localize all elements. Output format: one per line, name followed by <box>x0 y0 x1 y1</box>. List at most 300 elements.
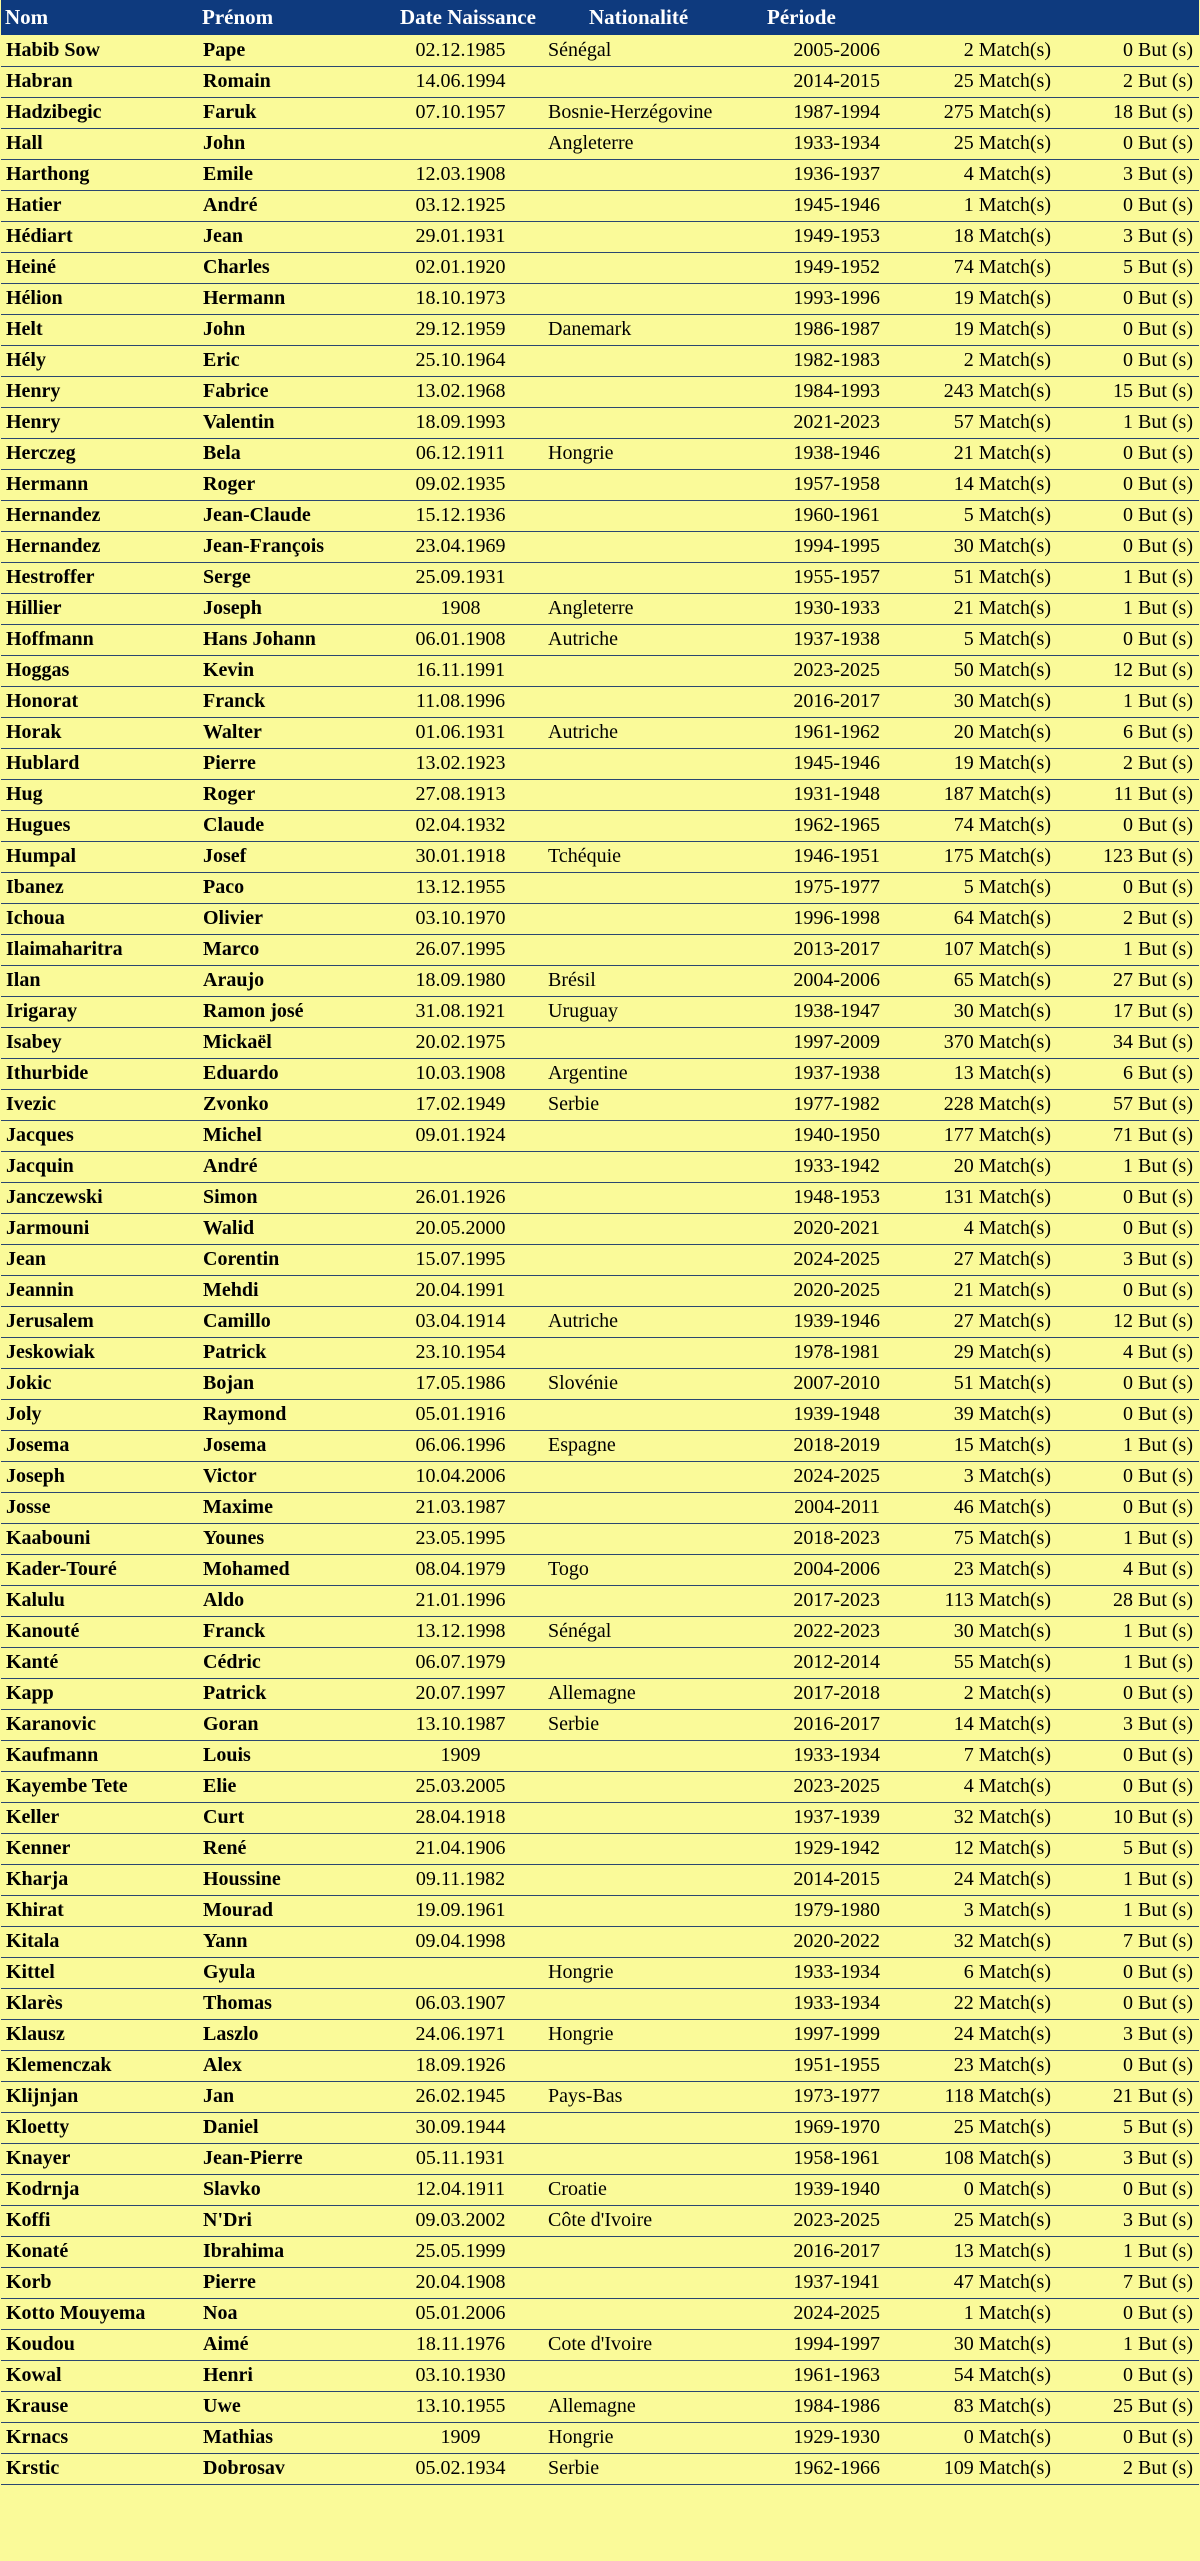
cell-prenom: Raymond <box>198 1399 378 1430</box>
cell-buts: 0 But (s) <box>1059 1957 1199 1988</box>
cell-prenom: Joseph <box>198 593 378 624</box>
cell-prenom: Henri <box>198 2360 378 2391</box>
table-row <box>1 66 1199 97</box>
cell-buts: 0 But (s) <box>1059 1461 1199 1492</box>
cell-matchs: 75 Match(s) <box>908 1523 1059 1554</box>
cell-date-naissance: 06.06.1996 <box>378 1430 543 1461</box>
cell-nationalite: Allemagne <box>543 1678 755 1709</box>
cell-date-naissance: 20.02.1975 <box>378 1027 543 1058</box>
cell-nom: Krnacs <box>1 2422 198 2453</box>
cell-date-naissance: 07.10.1957 <box>378 97 543 128</box>
cell-prenom: Camillo <box>198 1306 378 1337</box>
cell-nom: Honorat <box>1 686 198 717</box>
cell-buts: 0 But (s) <box>1059 872 1199 903</box>
table-row <box>1 1430 1199 1461</box>
cell-prenom: Goran <box>198 1709 378 1740</box>
cell-matchs: 21 Match(s) <box>908 438 1059 469</box>
cell-nom: Hadzibegic <box>1 97 198 128</box>
cell-periode: 2023-2025 <box>755 1771 908 1802</box>
cell-matchs: 18 Match(s) <box>908 221 1059 252</box>
column-header-date-naissance[interactable]: Date Naissance <box>378 0 543 35</box>
cell-prenom: Daniel <box>198 2112 378 2143</box>
cell-nom: Hall <box>1 128 198 159</box>
cell-matchs: 5 Match(s) <box>908 500 1059 531</box>
cell-nationalite <box>543 2298 755 2329</box>
cell-nom: Kanté <box>1 1647 198 1678</box>
cell-matchs: 46 Match(s) <box>908 1492 1059 1523</box>
cell-date-naissance: 12.03.1908 <box>378 159 543 190</box>
cell-date-naissance: 17.02.1949 <box>378 1089 543 1120</box>
cell-matchs: 65 Match(s) <box>908 965 1059 996</box>
cell-periode: 1938-1946 <box>755 438 908 469</box>
cell-nationalite: Pays-Bas <box>543 2081 755 2112</box>
cell-periode: 1937-1941 <box>755 2267 908 2298</box>
cell-periode: 1937-1939 <box>755 1802 908 1833</box>
cell-matchs: 50 Match(s) <box>908 655 1059 686</box>
cell-nationalite: Angleterre <box>543 593 755 624</box>
cell-nationalite: Argentine <box>543 1058 755 1089</box>
table-row <box>1 500 1199 531</box>
table-row <box>1 314 1199 345</box>
cell-nationalite <box>543 66 755 97</box>
cell-nom: Kayembe Tete <box>1 1771 198 1802</box>
cell-matchs: 27 Match(s) <box>908 1244 1059 1275</box>
cell-nom: Hernandez <box>1 500 198 531</box>
cell-buts: 0 But (s) <box>1059 128 1199 159</box>
cell-periode: 1994-1997 <box>755 2329 908 2360</box>
cell-nom: Kapp <box>1 1678 198 1709</box>
cell-buts: 27 But (s) <box>1059 965 1199 996</box>
cell-prenom: Zvonko <box>198 1089 378 1120</box>
cell-prenom: Gyula <box>198 1957 378 1988</box>
table-row <box>1 1864 1199 1895</box>
cell-matchs: 15 Match(s) <box>908 1430 1059 1461</box>
cell-matchs: 19 Match(s) <box>908 314 1059 345</box>
table-row <box>1 996 1199 1027</box>
cell-buts: 0 But (s) <box>1059 531 1199 562</box>
cell-prenom: Jean-Claude <box>198 500 378 531</box>
cell-nationalite <box>543 1399 755 1430</box>
cell-prenom: Michel <box>198 1120 378 1151</box>
cell-buts: 0 But (s) <box>1059 1182 1199 1213</box>
cell-matchs: 25 Match(s) <box>908 2205 1059 2236</box>
cell-nom: Henry <box>1 407 198 438</box>
cell-periode: 2024-2025 <box>755 2298 908 2329</box>
cell-date-naissance: 28.04.1918 <box>378 1802 543 1833</box>
cell-periode: 1933-1934 <box>755 128 908 159</box>
cell-periode: 1933-1934 <box>755 1957 908 1988</box>
cell-prenom: Serge <box>198 562 378 593</box>
cell-periode: 2016-2017 <box>755 1709 908 1740</box>
cell-buts: 1 But (s) <box>1059 593 1199 624</box>
cell-nom: Hermann <box>1 469 198 500</box>
cell-periode: 1949-1952 <box>755 252 908 283</box>
cell-date-naissance: 13.02.1923 <box>378 748 543 779</box>
cell-nom: Hoffmann <box>1 624 198 655</box>
cell-matchs: 54 Match(s) <box>908 2360 1059 2391</box>
cell-periode: 1939-1948 <box>755 1399 908 1430</box>
cell-date-naissance: 11.08.1996 <box>378 686 543 717</box>
table-row <box>1 1058 1199 1089</box>
cell-date-naissance: 02.01.1920 <box>378 252 543 283</box>
cell-buts: 34 But (s) <box>1059 1027 1199 1058</box>
cell-prenom: Walid <box>198 1213 378 1244</box>
cell-nationalite <box>543 810 755 841</box>
cell-buts: 0 But (s) <box>1059 1678 1199 1709</box>
cell-periode: 2021-2023 <box>755 407 908 438</box>
cell-nom: Ichoua <box>1 903 198 934</box>
cell-buts: 3 But (s) <box>1059 1709 1199 1740</box>
cell-nationalite <box>543 1833 755 1864</box>
cell-nom: Jarmouni <box>1 1213 198 1244</box>
table-row <box>1 2019 1199 2050</box>
cell-buts: 1 But (s) <box>1059 407 1199 438</box>
cell-date-naissance: 17.05.1986 <box>378 1368 543 1399</box>
cell-buts: 1 But (s) <box>1059 2329 1199 2360</box>
cell-nationalite: Hongrie <box>543 2422 755 2453</box>
cell-nationalite <box>543 562 755 593</box>
cell-periode: 1979-1980 <box>755 1895 908 1926</box>
cell-nom: Hug <box>1 779 198 810</box>
cell-matchs: 23 Match(s) <box>908 1554 1059 1585</box>
cell-prenom: Alex <box>198 2050 378 2081</box>
cell-nationalite <box>543 2143 755 2174</box>
cell-periode: 1996-1998 <box>755 903 908 934</box>
table-row <box>1 1709 1199 1740</box>
cell-buts: 7 But (s) <box>1059 2267 1199 2298</box>
cell-date-naissance: 24.06.1971 <box>378 2019 543 2050</box>
cell-date-naissance: 1908 <box>378 593 543 624</box>
table-row <box>1 1337 1199 1368</box>
cell-nom: Joly <box>1 1399 198 1430</box>
table-row <box>1 190 1199 221</box>
cell-nom: Hély <box>1 345 198 376</box>
cell-prenom: Dobrosav <box>198 2453 378 2484</box>
cell-prenom: Roger <box>198 469 378 500</box>
table-row <box>1 1802 1199 1833</box>
cell-periode: 1957-1958 <box>755 469 908 500</box>
table-row <box>1 1213 1199 1244</box>
cell-periode: 1987-1994 <box>755 97 908 128</box>
cell-buts: 10 But (s) <box>1059 1802 1199 1833</box>
cell-date-naissance: 06.07.1979 <box>378 1647 543 1678</box>
cell-buts: 3 But (s) <box>1059 1244 1199 1275</box>
cell-date-naissance: 1909 <box>378 2422 543 2453</box>
cell-buts: 2 But (s) <box>1059 2453 1199 2484</box>
cell-matchs: 1 Match(s) <box>908 190 1059 221</box>
table-row <box>1 2174 1199 2205</box>
cell-prenom: Josef <box>198 841 378 872</box>
cell-nationalite <box>543 190 755 221</box>
cell-prenom: Victor <box>198 1461 378 1492</box>
table-row <box>1 562 1199 593</box>
cell-periode: 1948-1953 <box>755 1182 908 1213</box>
cell-nationalite: Serbie <box>543 1089 755 1120</box>
cell-periode: 1937-1938 <box>755 624 908 655</box>
cell-nom: Hélion <box>1 283 198 314</box>
cell-prenom: Laszlo <box>198 2019 378 2050</box>
cell-periode: 2013-2017 <box>755 934 908 965</box>
cell-periode: 1962-1965 <box>755 810 908 841</box>
column-header-matchs <box>908 0 1059 35</box>
cell-nom: Ilaimaharitra <box>1 934 198 965</box>
cell-date-naissance: 03.12.1925 <box>378 190 543 221</box>
cell-date-naissance <box>378 1957 543 1988</box>
cell-matchs: 30 Match(s) <box>908 1616 1059 1647</box>
cell-nom: Ibanez <box>1 872 198 903</box>
cell-nom: Ithurbide <box>1 1058 198 1089</box>
cell-nom: Hoggas <box>1 655 198 686</box>
table-row <box>1 376 1199 407</box>
cell-periode: 2022-2023 <box>755 1616 908 1647</box>
cell-prenom: Faruk <box>198 97 378 128</box>
cell-prenom: Pierre <box>198 748 378 779</box>
cell-prenom: Franck <box>198 686 378 717</box>
cell-periode: 1937-1938 <box>755 1058 908 1089</box>
cell-date-naissance: 25.10.1964 <box>378 345 543 376</box>
cell-buts: 1 But (s) <box>1059 686 1199 717</box>
cell-periode: 1978-1981 <box>755 1337 908 1368</box>
cell-date-naissance: 26.02.1945 <box>378 2081 543 2112</box>
cell-buts: 0 But (s) <box>1059 35 1199 66</box>
cell-buts: 0 But (s) <box>1059 1492 1199 1523</box>
cell-prenom: Elie <box>198 1771 378 1802</box>
table-row <box>1 283 1199 314</box>
cell-date-naissance: 26.01.1926 <box>378 1182 543 1213</box>
cell-nom: Helt <box>1 314 198 345</box>
cell-nationalite <box>543 1275 755 1306</box>
cell-buts: 18 But (s) <box>1059 97 1199 128</box>
cell-matchs: 12 Match(s) <box>908 1833 1059 1864</box>
cell-date-naissance: 18.09.1993 <box>378 407 543 438</box>
cell-buts: 0 But (s) <box>1059 2298 1199 2329</box>
cell-matchs: 113 Match(s) <box>908 1585 1059 1616</box>
cell-nom: Konaté <box>1 2236 198 2267</box>
cell-matchs: 175 Match(s) <box>908 841 1059 872</box>
cell-nom: Habran <box>1 66 198 97</box>
cell-buts: 1 But (s) <box>1059 1151 1199 1182</box>
cell-prenom: John <box>198 128 378 159</box>
cell-prenom: Mathias <box>198 2422 378 2453</box>
cell-nom: Ilan <box>1 965 198 996</box>
cell-date-naissance: 18.10.1973 <box>378 283 543 314</box>
cell-date-naissance: 05.01.1916 <box>378 1399 543 1430</box>
cell-buts: 12 But (s) <box>1059 1306 1199 1337</box>
table-row <box>1 1833 1199 1864</box>
cell-periode: 2023-2025 <box>755 655 908 686</box>
table-row <box>1 748 1199 779</box>
table-row <box>1 1182 1199 1213</box>
cell-matchs: 25 Match(s) <box>908 128 1059 159</box>
column-header-nationalite[interactable]: Nationalité <box>543 0 755 35</box>
table-row <box>1 407 1199 438</box>
table-row <box>1 810 1199 841</box>
cell-prenom: Patrick <box>198 1678 378 1709</box>
cell-nationalite <box>543 1988 755 2019</box>
table-row <box>1 2205 1199 2236</box>
table-row <box>1 965 1199 996</box>
cell-periode: 1933-1934 <box>755 1740 908 1771</box>
cell-prenom: Eduardo <box>198 1058 378 1089</box>
cell-nom: Kharja <box>1 1864 198 1895</box>
cell-buts: 17 But (s) <box>1059 996 1199 1027</box>
cell-nationalite: Autriche <box>543 624 755 655</box>
cell-nom: Henry <box>1 376 198 407</box>
cell-prenom: Thomas <box>198 1988 378 2019</box>
cell-nom: Jokic <box>1 1368 198 1399</box>
table-row <box>1 593 1199 624</box>
cell-matchs: 275 Match(s) <box>908 97 1059 128</box>
cell-matchs: 0 Match(s) <box>908 2174 1059 2205</box>
cell-periode: 1949-1953 <box>755 221 908 252</box>
cell-nom: Keller <box>1 1802 198 1833</box>
cell-nom: Hugues <box>1 810 198 841</box>
column-header-buts <box>1059 0 1199 35</box>
cell-buts: 4 But (s) <box>1059 1554 1199 1585</box>
cell-matchs: 27 Match(s) <box>908 1306 1059 1337</box>
cell-nationalite <box>543 531 755 562</box>
cell-date-naissance: 03.10.1930 <box>378 2360 543 2391</box>
cell-date-naissance: 18.09.1926 <box>378 2050 543 2081</box>
cell-prenom: Jean <box>198 221 378 252</box>
cell-periode: 1960-1961 <box>755 500 908 531</box>
table-row <box>1 1585 1199 1616</box>
table-row <box>1 841 1199 872</box>
cell-nom: Karanovic <box>1 1709 198 1740</box>
table-row <box>1 2236 1199 2267</box>
table-row <box>1 1306 1199 1337</box>
table-row <box>1 934 1199 965</box>
cell-nom: Jacquin <box>1 1151 198 1182</box>
table-row <box>1 1151 1199 1182</box>
cell-prenom: Younes <box>198 1523 378 1554</box>
cell-prenom: André <box>198 190 378 221</box>
cell-prenom: Bela <box>198 438 378 469</box>
cell-nom: Kloetty <box>1 2112 198 2143</box>
table-row <box>1 1492 1199 1523</box>
cell-nationalite <box>543 1771 755 1802</box>
cell-buts: 21 But (s) <box>1059 2081 1199 2112</box>
cell-buts: 1 But (s) <box>1059 934 1199 965</box>
table-row <box>1 1523 1199 1554</box>
cell-prenom: René <box>198 1833 378 1864</box>
table-row <box>1 35 1199 66</box>
column-header-periode[interactable]: Période <box>755 0 908 35</box>
cell-prenom: Araujo <box>198 965 378 996</box>
cell-nationalite: Brésil <box>543 965 755 996</box>
cell-periode: 2004-2006 <box>755 965 908 996</box>
cell-date-naissance: 10.03.1908 <box>378 1058 543 1089</box>
cell-buts: 6 But (s) <box>1059 1058 1199 1089</box>
cell-nationalite: Espagne <box>543 1430 755 1461</box>
cell-matchs: 243 Match(s) <box>908 376 1059 407</box>
cell-periode: 1993-1996 <box>755 283 908 314</box>
cell-matchs: 187 Match(s) <box>908 779 1059 810</box>
cell-prenom: Hans Johann <box>198 624 378 655</box>
cell-periode: 1930-1933 <box>755 593 908 624</box>
cell-nationalite <box>543 221 755 252</box>
cell-periode: 1961-1962 <box>755 717 908 748</box>
cell-nationalite <box>543 686 755 717</box>
cell-matchs: 5 Match(s) <box>908 872 1059 903</box>
cell-date-naissance: 09.03.2002 <box>378 2205 543 2236</box>
cell-prenom: André <box>198 1151 378 1182</box>
cell-nationalite <box>543 903 755 934</box>
cell-periode: 2017-2023 <box>755 1585 908 1616</box>
cell-matchs: 30 Match(s) <box>908 996 1059 1027</box>
cell-matchs: 7 Match(s) <box>908 1740 1059 1771</box>
cell-matchs: 32 Match(s) <box>908 1802 1059 1833</box>
cell-nationalite <box>543 748 755 779</box>
table-row <box>1 1399 1199 1430</box>
cell-prenom: Yann <box>198 1926 378 1957</box>
cell-buts: 0 But (s) <box>1059 345 1199 376</box>
cell-matchs: 19 Match(s) <box>908 283 1059 314</box>
cell-matchs: 21 Match(s) <box>908 593 1059 624</box>
cell-prenom: Eric <box>198 345 378 376</box>
cell-periode: 2004-2011 <box>755 1492 908 1523</box>
cell-buts: 0 But (s) <box>1059 1771 1199 1802</box>
cell-nationalite: Autriche <box>543 1306 755 1337</box>
column-header-prenom[interactable]: Prénom <box>198 0 378 35</box>
cell-periode: 1962-1966 <box>755 2453 908 2484</box>
cell-matchs: 30 Match(s) <box>908 686 1059 717</box>
cell-nationalite: Bosnie-Herzégovine <box>543 97 755 128</box>
cell-date-naissance: 19.09.1961 <box>378 1895 543 1926</box>
table-row <box>1 624 1199 655</box>
cell-prenom: Marco <box>198 934 378 965</box>
cell-buts: 0 But (s) <box>1059 1368 1199 1399</box>
column-header-nom[interactable]: Nom <box>1 0 198 35</box>
cell-nationalite <box>543 2360 755 2391</box>
table-row <box>1 1120 1199 1151</box>
cell-nom: Kowal <box>1 2360 198 2391</box>
cell-buts: 1 But (s) <box>1059 1523 1199 1554</box>
cell-buts: 2 But (s) <box>1059 66 1199 97</box>
cell-prenom: N'Dri <box>198 2205 378 2236</box>
cell-buts: 0 But (s) <box>1059 469 1199 500</box>
cell-date-naissance: 20.04.1908 <box>378 2267 543 2298</box>
cell-date-naissance: 08.04.1979 <box>378 1554 543 1585</box>
cell-date-naissance: 09.02.1935 <box>378 469 543 500</box>
cell-periode: 1969-1970 <box>755 2112 908 2143</box>
cell-nom: Koudou <box>1 2329 198 2360</box>
cell-periode: 1951-1955 <box>755 2050 908 2081</box>
cell-buts: 0 But (s) <box>1059 810 1199 841</box>
cell-prenom: Mickaël <box>198 1027 378 1058</box>
cell-buts: 6 But (s) <box>1059 717 1199 748</box>
table-row <box>1 1771 1199 1802</box>
cell-nationalite: Togo <box>543 1554 755 1585</box>
cell-date-naissance: 20.07.1997 <box>378 1678 543 1709</box>
cell-matchs: 39 Match(s) <box>908 1399 1059 1430</box>
table-row <box>1 1244 1199 1275</box>
cell-matchs: 109 Match(s) <box>908 2453 1059 2484</box>
cell-buts: 0 But (s) <box>1059 283 1199 314</box>
table-row <box>1 2453 1199 2484</box>
table-row <box>1 1275 1199 1306</box>
cell-periode: 1939-1946 <box>755 1306 908 1337</box>
cell-date-naissance: 05.01.2006 <box>378 2298 543 2329</box>
cell-date-naissance: 30.09.1944 <box>378 2112 543 2143</box>
cell-prenom: Pierre <box>198 2267 378 2298</box>
table-row <box>1 717 1199 748</box>
table-row <box>1 872 1199 903</box>
cell-buts: 5 But (s) <box>1059 252 1199 283</box>
cell-date-naissance: 29.01.1931 <box>378 221 543 252</box>
cell-date-naissance: 15.12.1936 <box>378 500 543 531</box>
table-row <box>1 903 1199 934</box>
